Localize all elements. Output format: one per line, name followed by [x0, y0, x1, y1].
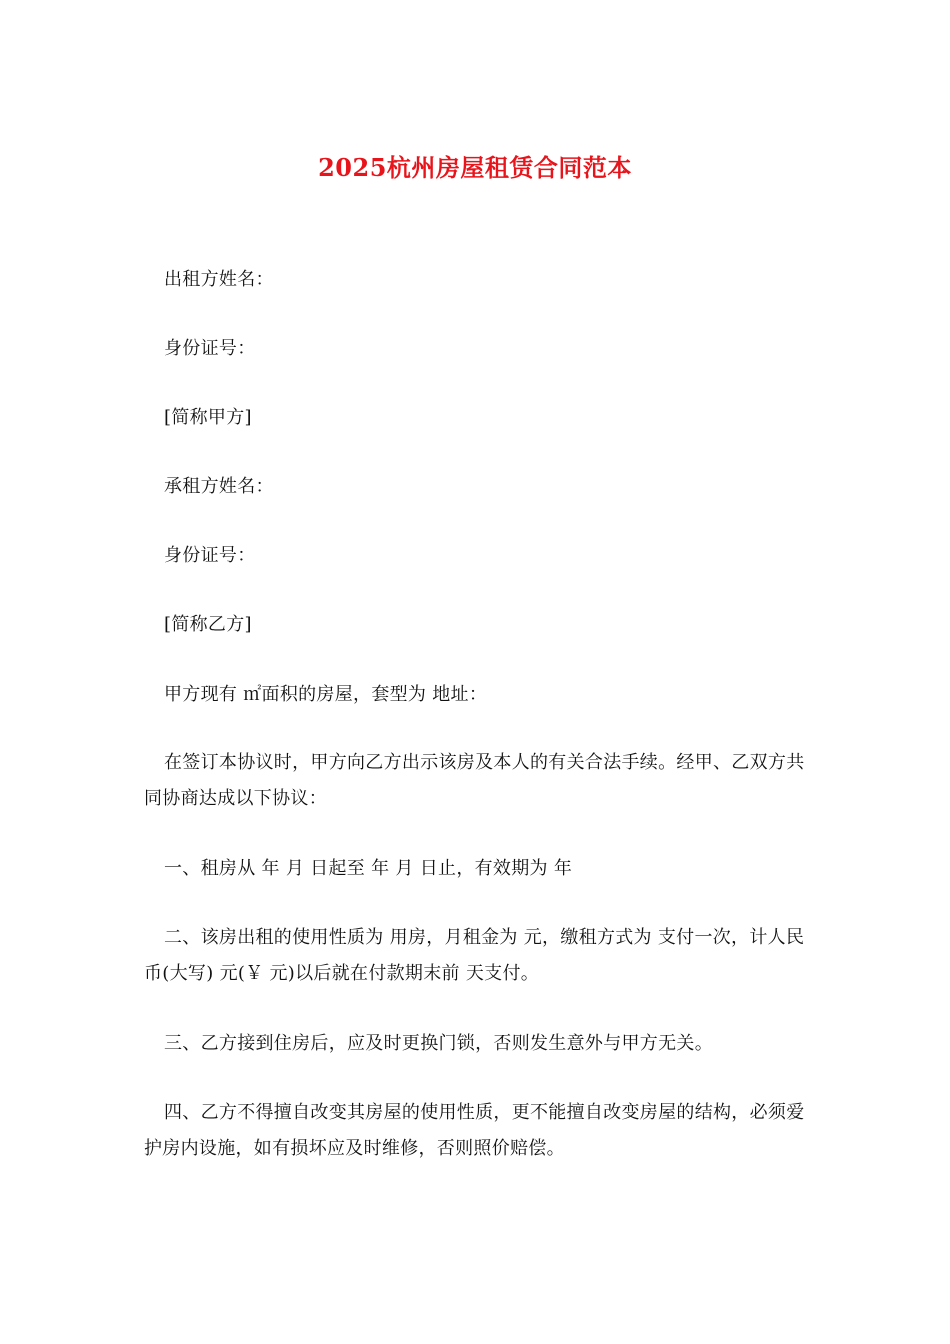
party-b-abbrev: [简称乙方] — [164, 614, 252, 635]
lessee-id-line: 身份证号： — [164, 545, 256, 566]
document-title: 2025杭州房屋租赁合同范本 — [318, 153, 632, 182]
party-a-abbrev: [简称甲方] — [164, 407, 252, 428]
lessor-id-line: 身份证号： — [164, 338, 256, 359]
lessor-name-line: 出租方姓名： — [164, 269, 274, 290]
property-description: 甲方现有 ㎡面积的房屋，套型为 地址： — [164, 684, 488, 705]
lessee-name-line: 承租方姓名： — [164, 476, 274, 497]
clause-2-rent: 二、该房出租的使用性质为 用房，月租金为 元，缴租方式为 支付一次，计人民币(大写) 元(￥ 元)以后就在付款期末前 天支付。 — [144, 927, 805, 984]
clause-4-usage: 四、乙方不得擅自改变其房屋的使用性质，更不能擅自改变房屋的结构，必须爱护房内设施，如有损坏应及时维修，否则照价赔偿。 — [144, 1102, 805, 1159]
clause-1-term: 一、租房从 年 月 日起至 年 月 日止，有效期为 年 — [164, 858, 573, 879]
agreement-preamble: 在签订本协议时，甲方向乙方出示该房及本人的有关合法手续。经甲、乙双方共同协商达成以下协议： — [144, 752, 805, 809]
clause-3-locks: 三、乙方接到住房后，应及时更换门锁，否则发生意外与甲方无关。 — [164, 1033, 713, 1054]
